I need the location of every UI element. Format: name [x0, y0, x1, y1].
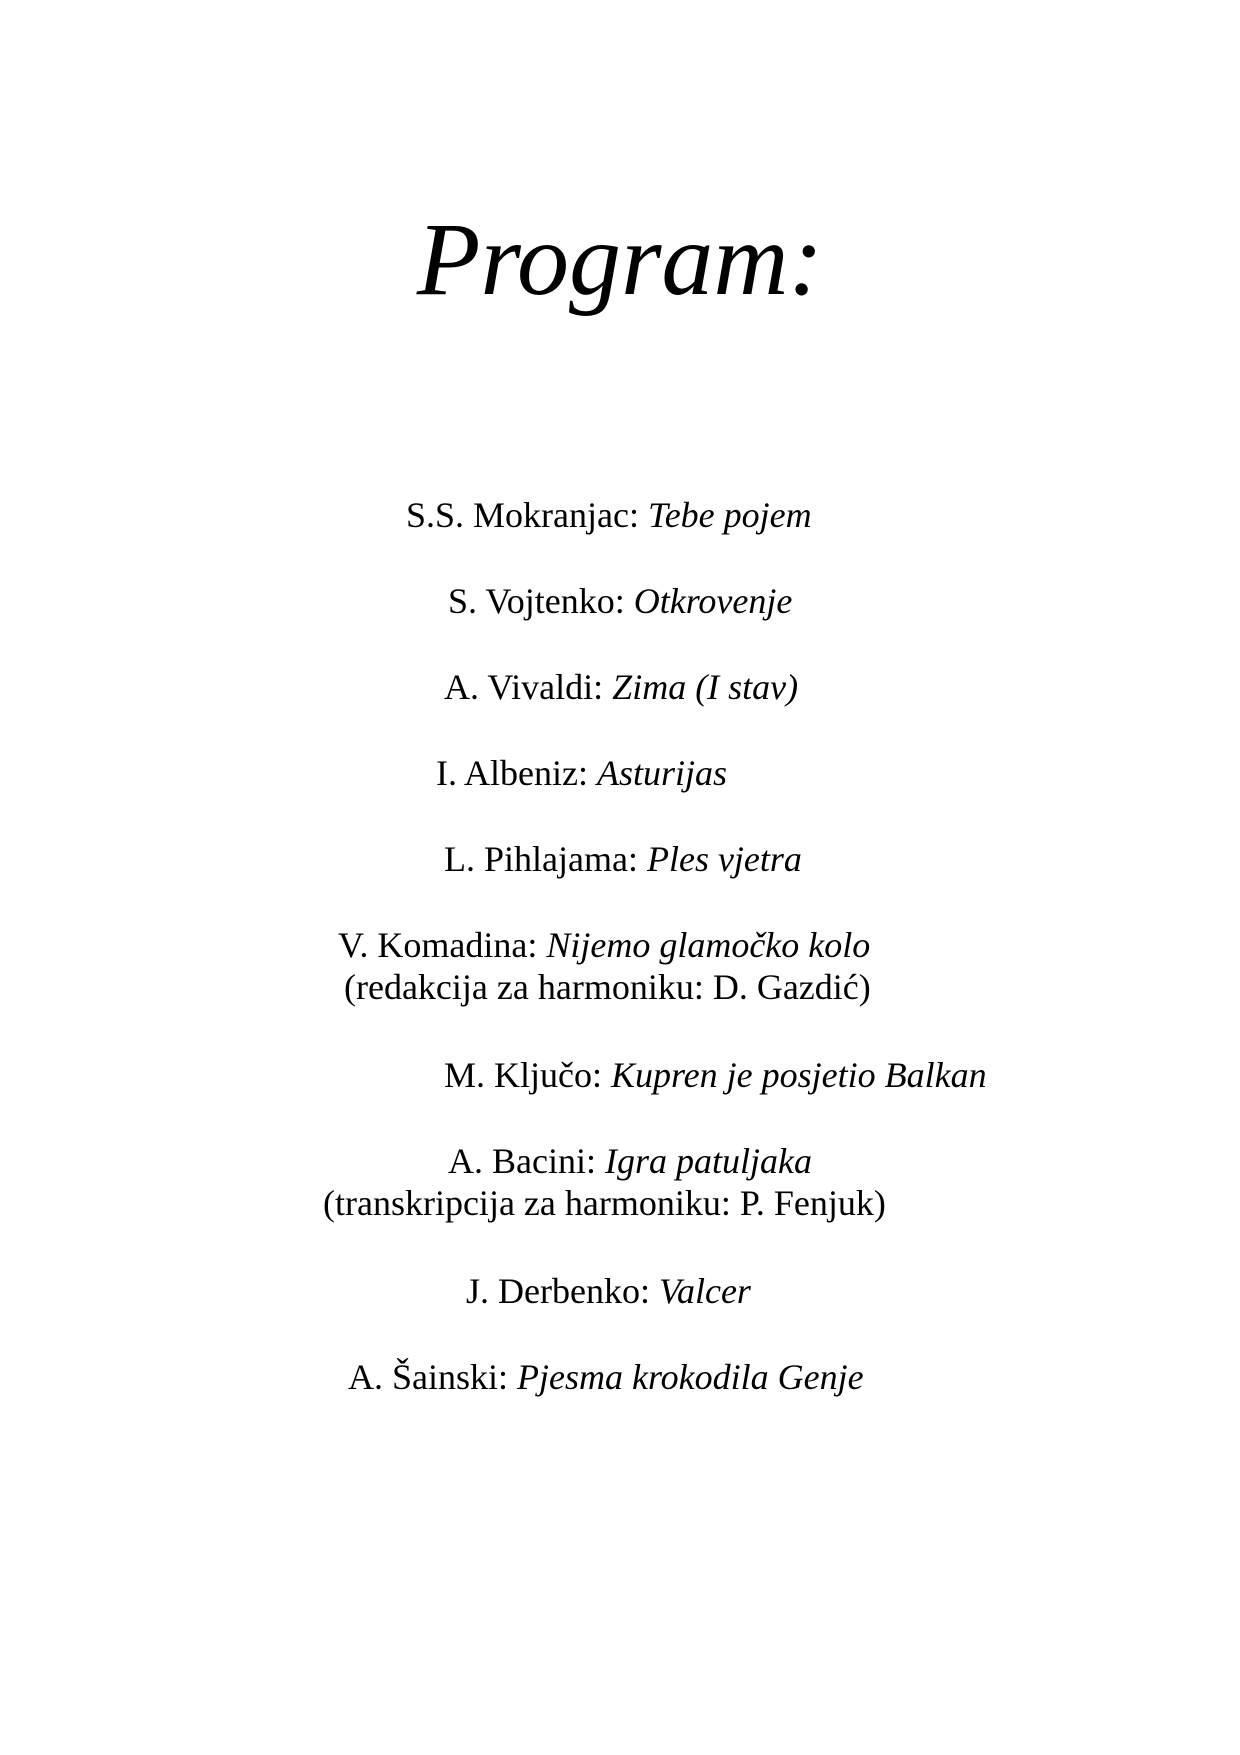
composer-name: S.S. Mokranjac:	[406, 495, 648, 535]
composer-name: A. Bacini:	[448, 1141, 605, 1181]
program-item	[444, 666, 798, 708]
work-title: Asturijas	[596, 753, 727, 793]
composer-name: L. Pihlajama:	[444, 839, 647, 879]
work-title: Tebe pojem	[647, 495, 812, 535]
program-item	[444, 1054, 987, 1096]
composer-name: I. Albeniz:	[436, 753, 597, 793]
program-item-note	[323, 1182, 886, 1224]
composer-name: V. Komadina:	[338, 925, 547, 965]
program-item	[466, 1270, 751, 1312]
program-item	[348, 1356, 864, 1398]
work-title: Ples vjetra	[646, 839, 802, 879]
composer-name: S. Vojtenko:	[448, 581, 634, 621]
program-item	[444, 838, 802, 880]
program-item	[448, 580, 792, 622]
work-title: Igra patuljaka	[604, 1141, 812, 1181]
page-title: Program:	[416, 202, 824, 317]
work-title: Kupren je posjetio Balkan	[611, 1055, 987, 1095]
program-item	[338, 924, 870, 966]
work-title: Pjesma krokodila Genje	[517, 1357, 864, 1397]
program-item	[448, 1140, 812, 1182]
arrangement-note: (transkripcija za harmoniku: P. Fenjuk)	[323, 1183, 886, 1223]
work-title: Otkrovenje	[633, 581, 793, 621]
work-title: Valcer	[658, 1271, 751, 1311]
program-item	[436, 752, 727, 794]
work-title: Zima (I stav)	[612, 667, 799, 707]
program-item-note	[344, 966, 871, 1008]
composer-name: A. Vivaldi:	[444, 667, 613, 707]
program-item	[406, 494, 812, 536]
composer-name: A. Šainski:	[348, 1357, 518, 1397]
composer-name: J. Derbenko:	[466, 1271, 659, 1311]
composer-name: M. Ključo:	[444, 1055, 611, 1095]
arrangement-note: (redakcija za harmoniku: D. Gazdić)	[344, 967, 871, 1007]
work-title: Nijemo glamočko kolo	[546, 925, 871, 965]
